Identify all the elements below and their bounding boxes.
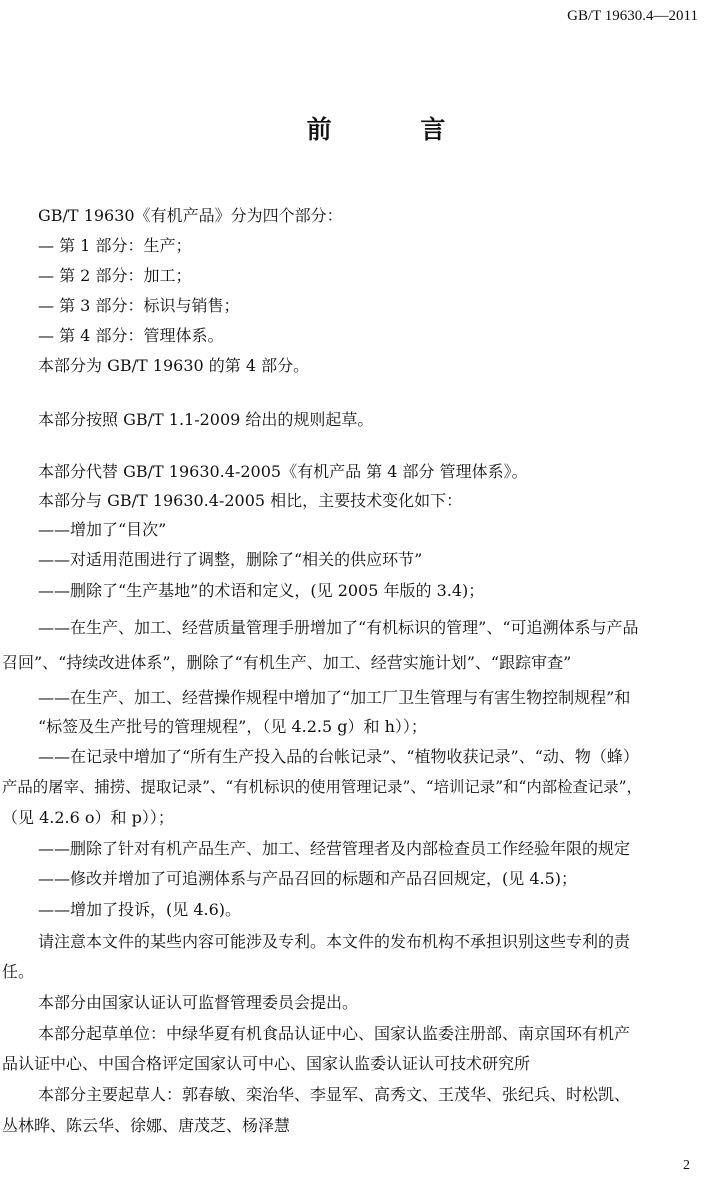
part-list-item: — 第 2 部分：加工； bbox=[38, 266, 192, 285]
drafting-units-continuation: 品认证中心、中国合格评定国家认可中心、国家认监委认证认可技术研究所 bbox=[2, 1054, 531, 1073]
paragraph-line: 本部分代替 GB/T 19630.4-2005《有机产品 第 4 部分 管理体系》。 bbox=[38, 462, 528, 481]
change-item: ——增加了投诉，(见 4.6)。 bbox=[38, 900, 242, 919]
change-item: ——在生产、加工、经营操作规程中增加了“加工厂卫生管理与有害生物控制规程”和 bbox=[38, 688, 631, 707]
change-item: ——删除了针对有机产品生产、加工、经营管理者及内部检查员工作经验年限的规定 bbox=[38, 839, 631, 858]
page-title: 前 言 bbox=[306, 115, 486, 144]
drafters: 本部分主要起草人：郭春敏、栾治华、李显军、高秀文、王茂华、张纪兵、时松凯、 bbox=[38, 1085, 631, 1104]
page-number: 2 bbox=[683, 1158, 690, 1173]
change-item: ——在生产、加工、经营质量管理手册增加了“有机标识的管理”、“可追溯体系与产品 bbox=[38, 618, 639, 637]
patent-notice-continuation: 任。 bbox=[2, 962, 35, 981]
paragraph-line: 本部分为 GB/T 19630 的第 4 部分。 bbox=[38, 356, 310, 375]
part-list-item: — 第 1 部分：生产； bbox=[38, 236, 192, 255]
drafters-continuation: 丛林晔、陈云华、徐娜、唐茂芝、杨泽慧 bbox=[2, 1116, 291, 1135]
part-list-item: — 第 3 部分：标识与销售； bbox=[38, 296, 240, 315]
patent-notice: 请注意本文件的某些内容可能涉及专利。本文件的发布机构不承担识别这些专利的责 bbox=[38, 932, 631, 951]
paragraph-line: 本部分与 GB/T 19630.4-2005 相比，主要技术变化如下： bbox=[38, 491, 463, 510]
change-item-continuation: （见 4.2.6 o）和 p））； bbox=[2, 808, 174, 827]
change-item: ——增加了“目次” bbox=[38, 520, 167, 539]
part-list-item: — 第 4 部分：管理体系。 bbox=[38, 326, 224, 345]
change-item-continuation: 召回”、“持续改进体系”，删除了“有机生产、加工、经营实施计划”、“跟踪审查” bbox=[2, 653, 572, 672]
proposer-line: 本部分由国家认证认可监督管理委员会提出。 bbox=[38, 993, 359, 1012]
change-item-continuation: 产品的屠宰、捕捞、提取记录”、“有机标识的使用管理记录”、“培训记录”和“内部检查记录”， bbox=[2, 778, 642, 796]
drafting-units: 本部分起草单位：中绿华夏有机食品认证中心、国家认监委注册部、南京国环有机产 bbox=[38, 1024, 631, 1043]
paragraph-line: 本部分按照 GB/T 1.1-2009 给出的规则起草。 bbox=[38, 410, 374, 429]
change-item: ——删除了“生产基地”的术语和定义，(见 2005 年版的 3.4)； bbox=[38, 581, 485, 600]
change-item: ——在记录中增加了“所有生产投入品的台帐记录”、“植物收获记录”、“动、物（蜂） bbox=[38, 747, 639, 766]
intro-line: GB/T 19630《有机产品》分为四个部分： bbox=[38, 206, 343, 225]
change-item: ——对适用范围进行了调整，删除了“相关的供应环节” bbox=[38, 550, 423, 569]
change-item-continuation: “标签及生产批号的管理规程”，（见 4.2.5 g）和 h））； bbox=[38, 717, 427, 736]
change-item: ——修改并增加了可追溯体系与产品召回的标题和产品召回规定，(见 4.5)； bbox=[38, 869, 578, 888]
standard-code: GB/T 19630.4—2011 bbox=[567, 8, 698, 24]
